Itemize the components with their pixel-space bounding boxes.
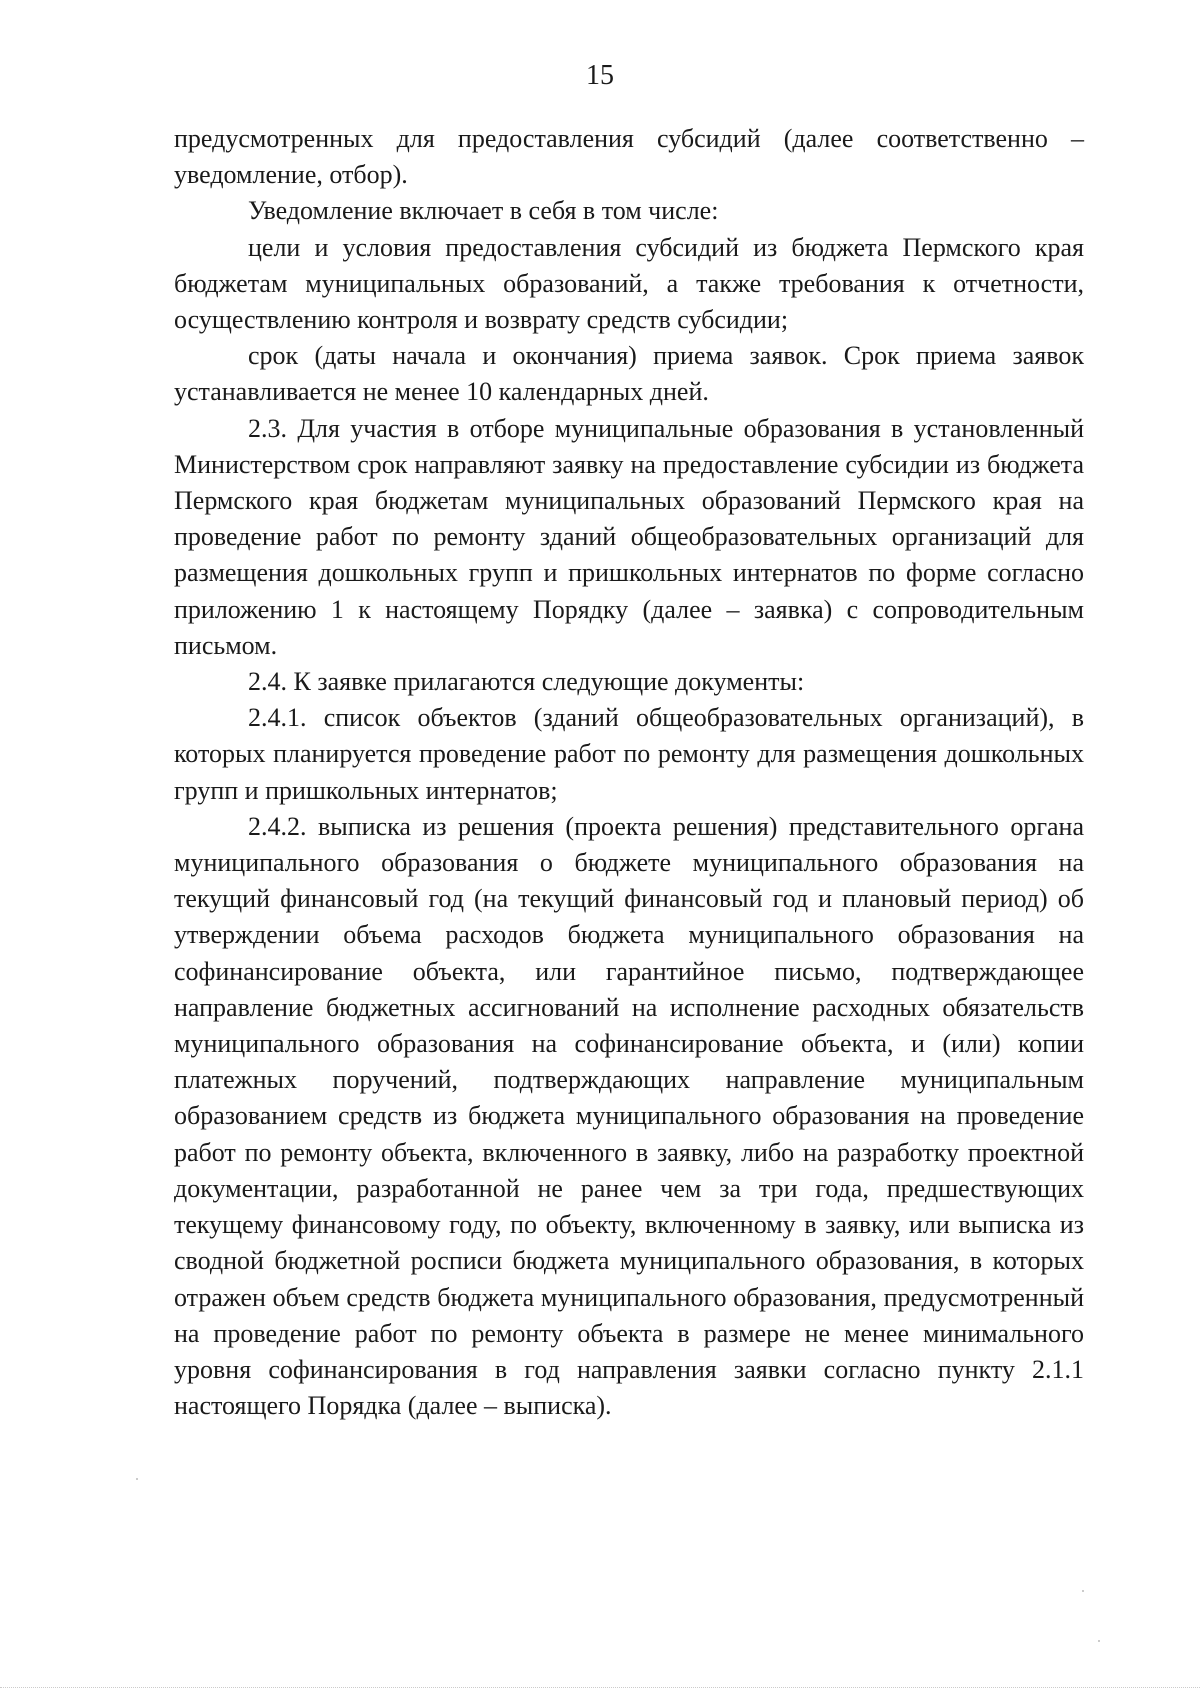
page-number: 15: [586, 60, 614, 91]
paragraph-application-deadline: срок (даты начала и окончания) приема заявок. Срок приема заявок устанавливается не менее 10 календарных дней.: [174, 341, 1084, 407]
paragraph-notification-includes: Уведомление включает в себя в том числе:: [248, 196, 719, 226]
scan-speck: [1082, 1590, 1084, 1592]
document-body: [174, 121, 1084, 1424]
paragraph-goals-and-conditions: цели и условия предоставления субсидий из бюджета Пермского края бюджетам муниципальных образований, а также требования к отчетности, осуществлению контроля и возврату средств субсидии;: [174, 232, 1084, 335]
paragraph-section-2-4-2: 2.4.2. выписка из решения (проекта решения) представительного органа муниципального образования о бюджете муниципального образования на текущий финансовый год (на текущий финансовый год и плановый период) об утверждении объема расходов бюджета муниципального образования на софинансирование объекта, или гарантийное письмо, подтверждающее направление бюджетных ассигнований на исполнение расходных обязательств муниципального образования на софинансирование объекта, и (или) копии платежных поручений, подтверждающих направление муниципальным образованием средств из бюджета муниципального образования на проведение работ по ремонту объекта, включенного в заявку, либо на разработку проектной документации, разработанной не ранее чем за три года, предшествующих текущему финансовому году, по объекту, включенному в заявку, или выписка из сводной бюджетной росписи бюджета муниципального образования, в которых отражен объем средств бюджета муниципального образования, предусмотренный на проведение работ по ремонту объекта в размере не менее минимального уровня софинансирования в год направления заявки согласно пункту 2.1.1 настоящего Порядка (далее – выписка).: [174, 811, 1084, 1421]
scan-edge-line: [0, 1687, 1200, 1689]
scan-speck: [136, 1478, 138, 1480]
scan-speck: [1098, 1640, 1100, 1642]
paragraph-notification-definition: предусмотренных для предоставления субсидий (далее соответственно – уведомление, отбор).: [174, 124, 1084, 190]
paragraph-section-2-4-1: 2.4.1. список объектов (зданий общеобразовательных организаций), в которых планируется проведение работ по ремонту для размещения дошкольных групп и пришкольных интернатов;: [174, 703, 1084, 805]
paragraph-section-2-4: 2.4. К заявке прилагаются следующие документы:: [248, 667, 805, 697]
paragraph-section-2-3: 2.3. Для участия в отборе муниципальные образования в установленный Министерством срок направляют заявку на предоставление субсидии из бюджета Пермского края бюджетам муниципальных образований Пермского края на проведение работ по ремонту зданий общеобразовательных организаций для размещения дошкольных групп и пришкольных интернатов по форме согласно приложению 1 к настоящему Порядку (далее – заявка) с сопроводительным письмом.: [174, 413, 1084, 660]
